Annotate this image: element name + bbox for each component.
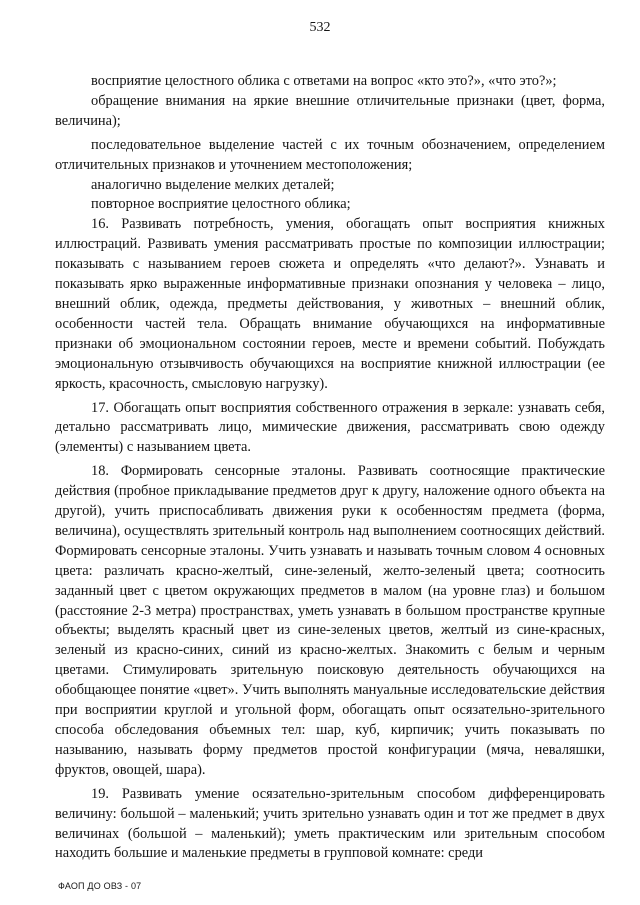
paragraph-2: обращение внимания на яркие внешние отличительные признаки (цвет, форма, величина); <box>55 92 605 129</box>
paragraph-17: 17. Обогащать опыт восприятия собственного отражения в зеркале: узнавать себя, детально рассматривать лицо, мимические движения, рассматривать свою одежду (элементы) с называнием цвета. <box>55 399 605 456</box>
paragraph-19: 19. Развивать умение осязательно-зрительным способом дифференцировать величину: большой – маленький; учить зрительно узнавать один и тот же предмет в двух величинах (большой – маленький); уметь практическим или зрительным способом находить большие и маленькие предметы в групповой комнате: среди <box>55 785 605 862</box>
page-body <box>55 72 605 864</box>
paragraph-16: 16. Развивать потребность, умения, обогащать опыт восприятия книжных иллюстраций. Развивать умения рассматривать простые по композиции иллюстрации; показывать с называнием героев сюжета и определять «что делают?». Узнавать и показывать ярко выраженные информативные признаки опознания у человека – лицо, внешний облик, одежда, предметы действования, у животных – внешний облик, особенности частей тела. Обращать внимание обучающихся на информативные признаки об эмоциональном состоянии героев, месте и времени событий. Побуждать эмоциональную отзывчивость обучающихся на восприятие книжной иллюстрации (ее яркость, красочность, смысловую нагрузку). <box>55 216 605 392</box>
document-footer: ФАОП ДО ОВЗ - 07 <box>58 881 142 891</box>
paragraph-5: повторное восприятие целостного облика; <box>91 196 351 213</box>
page-number: 532 <box>309 20 331 35</box>
paragraph-1: восприятие целостного облика с ответами на вопрос «кто это?», «что это?»; <box>91 73 557 89</box>
paragraph-3: последовательное выделение частей с их точным обозначением, определением отличительных признаков и уточнением местоположения; <box>55 136 605 173</box>
paragraph-18: 18. Формировать сенсорные эталоны. Развивать соотносящие практические действия (пробное прикладывание предметов друг к другу, наложение одного объекта на другой), учить приспосабливать движения руки к особенностям предмета (форма, величина), осуществлять зрительный контроль над выполнением соотносящих действий. Формировать сенсорные эталоны. Учить узнавать и называть точным словом 4 основных цвета: различать красно-желтый, сине-зеленый, желто-зеленый цвета; соотносить заданный цвет с цветом окружающих предметов в малом (на уровне глаз) и большом (расстояние 2-3 метра) пространствах, уметь узнавать в большом пространстве крупные объекты; выделять красный цвет из сине-зеленых цветов, желтый из сине-красных, зеленый из красно-синих, синий из красно-желтых. Знакомить с белым и черным цветами. Стимулировать зрительную поисковую деятельность обучающихся на обобщающее понятие «цвет». Учить выполнять мануальные исследовательские действия при восприятии круглой и угольной форм, обогащать опыт осязательно-зрительного способа обследования объемных тел: шар, куб, кирпичик; учить показывать по называнию, называть форму предметов простой конфигурации (мяча, неваляшки, фруктов, овощей, шара). <box>55 463 605 778</box>
paragraph-4: аналогично выделение мелких деталей; <box>91 176 335 193</box>
